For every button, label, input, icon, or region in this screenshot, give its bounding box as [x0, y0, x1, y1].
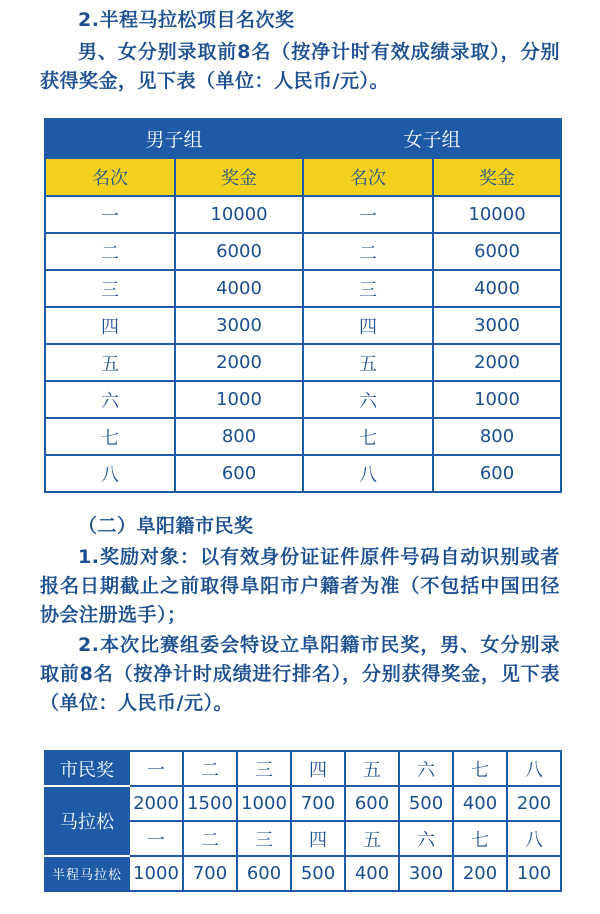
prize-cell: 500 [399, 786, 453, 821]
section2-item2: 2.本次比赛组委会特设立阜阳籍市民奖，男、女分别录取前8名（按净计时成绩进行排名），分别获得奖金，见下表（单位：人民币/元）。 [40, 634, 560, 714]
rank-cell: 三 [237, 821, 291, 856]
rank-cell: 五 [345, 751, 399, 786]
prize-cell: 10000 [175, 196, 303, 233]
rank-cell: 一 [45, 196, 175, 233]
col-header-rank: 名次 [303, 158, 433, 196]
rank-cell: 六 [45, 381, 175, 418]
prize-cell: 600 [345, 786, 399, 821]
prize-cell: 1000 [433, 381, 561, 418]
prize-cell: 1000 [129, 856, 183, 891]
section1-text: 男、女分别录取前8名（按净计时有效成绩录取），分别获得奖金，见下表（单位：人民币/元）。 [40, 41, 560, 92]
prize-cell: 100 [507, 856, 561, 891]
rank-cell: 三 [237, 751, 291, 786]
rank-cell: 五 [345, 821, 399, 856]
section2-heading: （二）阜阳籍市民奖 [78, 515, 254, 537]
group-header-women: 女子组 [303, 119, 561, 158]
prize-cell: 200 [507, 786, 561, 821]
rank-cell: 二 [183, 751, 237, 786]
prize-cell: 600 [433, 455, 561, 492]
prize-cell: 800 [175, 418, 303, 455]
rank-cell: 四 [291, 821, 345, 856]
prize-cell: 1000 [237, 786, 291, 821]
table-row [45, 786, 561, 821]
prize-cell: 600 [175, 455, 303, 492]
rank-cell: 八 [507, 751, 561, 786]
rank-cell: 二 [303, 233, 433, 270]
section2-item1: 1.奖励对象：以有效身份证证件原件号码自动识别或者报名日期截止之前取得阜阳市户籍者为准（不包括中国田径协会注册选手）； [40, 546, 560, 626]
prize-cell: 4000 [433, 270, 561, 307]
label-marathon: 马拉松 [45, 786, 129, 856]
col-header-prize: 奖金 [433, 158, 561, 196]
prize-cell: 4000 [175, 270, 303, 307]
table-row [45, 270, 561, 307]
rank-cell: 三 [45, 270, 175, 307]
rank-cell: 六 [303, 381, 433, 418]
prize-cell: 2000 [433, 344, 561, 381]
label-half-marathon: 半程马拉松 [45, 856, 129, 891]
table-row [45, 455, 561, 492]
prize-cell: 300 [399, 856, 453, 891]
rank-cell: 五 [45, 344, 175, 381]
prize-cell: 10000 [433, 196, 561, 233]
table-row [45, 233, 561, 270]
table-row [45, 196, 561, 233]
rank-cell: 四 [291, 751, 345, 786]
rank-cell: 六 [399, 751, 453, 786]
citizen-prize-table [44, 750, 562, 892]
prize-cell: 6000 [175, 233, 303, 270]
prize-cell: 3000 [433, 307, 561, 344]
label-citizen-award: 市民奖 [45, 751, 129, 786]
table-row [45, 856, 561, 891]
table-row [45, 418, 561, 455]
rank-cell: 四 [45, 307, 175, 344]
rank-cell: 七 [453, 821, 507, 856]
col-header-prize: 奖金 [175, 158, 303, 196]
rank-cell: 八 [507, 821, 561, 856]
section1-heading: 2.半程马拉松项目名次奖 [78, 9, 295, 31]
prize-cell: 6000 [433, 233, 561, 270]
rank-cell: 三 [303, 270, 433, 307]
col-header-rank: 名次 [45, 158, 175, 196]
rank-cell: 七 [453, 751, 507, 786]
rank-cell: 五 [303, 344, 433, 381]
prize-cell: 400 [345, 856, 399, 891]
prize-cell: 1500 [183, 786, 237, 821]
rank-cell: 四 [303, 307, 433, 344]
table-row [45, 344, 561, 381]
prize-cell: 400 [453, 786, 507, 821]
rank-cell: 二 [45, 233, 175, 270]
prize-cell: 500 [291, 856, 345, 891]
rank-cell: 七 [303, 418, 433, 455]
rank-cell: 八 [303, 455, 433, 492]
prize-cell: 2000 [175, 344, 303, 381]
prize-cell: 600 [237, 856, 291, 891]
group-header-men: 男子组 [45, 119, 303, 158]
prize-cell: 1000 [175, 381, 303, 418]
prize-cell: 700 [291, 786, 345, 821]
half-marathon-prize-table [44, 118, 562, 493]
rank-cell: 七 [45, 418, 175, 455]
rank-cell: 一 [303, 196, 433, 233]
table-row [45, 381, 561, 418]
prize-cell: 800 [433, 418, 561, 455]
prize-cell: 3000 [175, 307, 303, 344]
table-row [45, 307, 561, 344]
table-row [45, 751, 561, 786]
prize-cell: 200 [453, 856, 507, 891]
rank-cell: 二 [183, 821, 237, 856]
rank-cell: 八 [45, 455, 175, 492]
prize-cell: 2000 [129, 786, 183, 821]
prize-cell: 700 [183, 856, 237, 891]
rank-cell: 六 [399, 821, 453, 856]
rank-cell: 一 [129, 751, 183, 786]
rank-cell: 一 [129, 821, 183, 856]
